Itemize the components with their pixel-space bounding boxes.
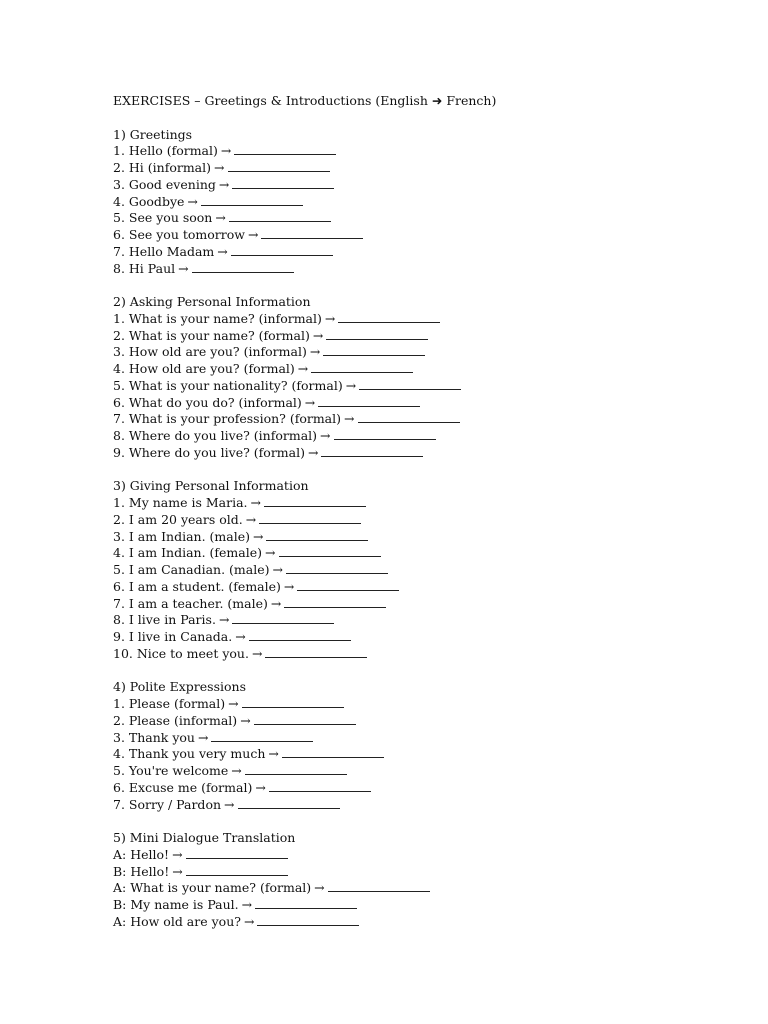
exercise-prompt: 4. Thank you very much (113, 746, 266, 762)
arrow-icon: → (228, 696, 239, 711)
exercise-prompt: B: My name is Paul. (113, 897, 239, 912)
exercise-item (113, 344, 496, 361)
exercise-sheet (113, 93, 496, 947)
exercise-item (113, 612, 496, 629)
exercise-item (113, 445, 496, 462)
section-heading: 1) Greetings (113, 126, 193, 142)
arrow-icon: → (297, 361, 309, 376)
arrow-icon: → (240, 712, 251, 728)
arrow-icon: → (178, 260, 189, 276)
arrow-icon: → (245, 511, 257, 527)
answer-blank[interactable] (229, 210, 331, 222)
exercise-prompt: 6. What do you do? (informal) (113, 394, 302, 410)
answer-blank[interactable] (234, 143, 336, 155)
arrow-icon: → (218, 612, 230, 628)
exercise-prompt: A: How old are you? (113, 913, 241, 929)
arrow-icon: → (324, 310, 336, 326)
arrow-icon: → (235, 629, 246, 644)
exercise-item (113, 864, 496, 881)
exercise-prompt: 9. I live in Canada. (113, 629, 233, 644)
arrow-icon: → (312, 327, 324, 343)
exercise-prompt: 7. Hello Madam (113, 243, 215, 259)
exercise-item (113, 160, 496, 177)
arrow-icon: → (307, 444, 319, 460)
exercise-item (113, 763, 496, 780)
exercise-item (113, 545, 496, 562)
exercise-item (113, 227, 496, 244)
answer-blank[interactable] (286, 562, 388, 574)
arrow-icon: → (197, 729, 209, 745)
answer-blank[interactable] (192, 261, 294, 273)
arrow-icon: → (320, 428, 331, 443)
arrow-icon: → (283, 578, 295, 594)
exercise-section (113, 679, 496, 813)
answer-blank[interactable] (282, 746, 384, 758)
exercise-item (113, 529, 496, 546)
exercise-section (113, 478, 496, 662)
section-heading: 4) Polite Expressions (113, 679, 246, 695)
exercise-item (113, 395, 496, 412)
answer-blank[interactable] (261, 227, 363, 239)
arrow-icon: → (252, 528, 264, 544)
arrow-icon: → (304, 394, 316, 410)
exercise-prompt: B: Hello! (113, 863, 170, 879)
arrow-icon: → (255, 779, 266, 795)
arrow-icon: → (243, 913, 255, 929)
exercise-prompt: 4. How old are you? (formal) (113, 361, 295, 376)
exercise-prompt: 1. What is your name? (informal) (113, 310, 322, 326)
arrow-icon: → (270, 595, 282, 611)
exercise-prompt: 4. I am Indian. (female) (113, 545, 263, 561)
exercise-section (113, 294, 496, 462)
answer-blank[interactable] (321, 445, 423, 457)
arrow-icon: → (172, 863, 183, 879)
answer-blank[interactable] (358, 411, 460, 423)
answer-blank[interactable] (259, 512, 361, 524)
exercise-prompt: 6. I am a student. (female) (113, 578, 281, 594)
arrow-icon: → (272, 562, 283, 577)
arrow-icon: → (215, 210, 226, 226)
exercise-prompt: 8. I live in Paris. (113, 612, 216, 628)
exercise-prompt: 7. I am a teacher. (male) (113, 595, 268, 611)
exercise-item (113, 562, 496, 579)
answer-blank[interactable] (359, 378, 461, 390)
exercise-prompt: 9. Where do you live? (formal) (113, 444, 305, 460)
exercise-item (113, 512, 496, 529)
arrow-icon: → (247, 227, 259, 242)
exercise-section (113, 830, 496, 931)
answer-blank[interactable] (201, 194, 303, 206)
answer-blank[interactable] (334, 428, 436, 440)
exercise-prompt: 1. Hello (formal) (113, 143, 218, 159)
exercise-section (113, 127, 496, 278)
answer-blank[interactable] (238, 797, 340, 809)
arrow-icon: → (265, 545, 276, 561)
exercise-item (113, 210, 496, 227)
exercise-item (113, 495, 496, 512)
exercise-prompt: 2. Hi (informal) (113, 160, 212, 175)
exercise-prompt: 1. Please (formal) (113, 696, 226, 711)
answer-blank[interactable] (323, 344, 425, 356)
arrow-icon: → (218, 176, 230, 192)
exercise-prompt: 7. What is your profession? (formal) (113, 411, 342, 427)
answer-blank[interactable] (311, 361, 413, 373)
section-heading: 5) Mini Dialogue Translation (113, 830, 296, 845)
answer-blank[interactable] (186, 864, 288, 876)
answer-blank[interactable] (249, 629, 351, 641)
arrow-icon: → (344, 411, 355, 427)
exercise-prompt: 2. What is your name? (formal) (113, 327, 310, 343)
exercise-item (113, 579, 496, 596)
exercise-item (113, 629, 496, 646)
exercise-prompt: 4. Goodbye (113, 193, 185, 209)
answer-blank[interactable] (328, 880, 430, 892)
answer-blank[interactable] (269, 780, 371, 792)
exercise-prompt: 3. How old are you? (informal) (113, 344, 307, 360)
exercise-item (113, 244, 496, 261)
arrow-icon: → (268, 746, 279, 762)
section-heading: 2) Asking Personal Information (113, 294, 311, 309)
arrow-icon: → (241, 897, 253, 912)
exercise-prompt: A: What is your name? (formal) (113, 880, 312, 896)
answer-blank[interactable] (228, 160, 330, 172)
exercise-item (113, 194, 496, 211)
answer-blank[interactable] (242, 696, 344, 708)
arrow-icon: → (251, 645, 263, 661)
arrow-icon: → (224, 796, 235, 812)
answer-blank[interactable] (245, 763, 347, 775)
answer-blank[interactable] (318, 395, 420, 407)
exercise-prompt: 2. Please (informal) (113, 712, 238, 728)
exercise-item (113, 328, 496, 345)
arrow-icon: → (345, 377, 357, 393)
exercise-prompt: 5. What is your nationality? (formal) (113, 377, 343, 393)
answer-blank[interactable] (254, 713, 356, 725)
exercise-item (113, 596, 496, 613)
answer-blank[interactable] (257, 914, 359, 926)
exercise-item (113, 143, 496, 160)
arrow-icon: → (214, 160, 225, 175)
exercise-item (113, 311, 496, 328)
exercise-prompt: 6. See you tomorrow (113, 227, 245, 242)
exercise-prompt: 2. I am 20 years old. (113, 511, 243, 527)
arrow-icon: → (250, 495, 261, 510)
sections-container (113, 127, 496, 931)
answer-blank[interactable] (297, 579, 399, 591)
exercise-item (113, 646, 496, 663)
exercise-prompt: A: Hello! (113, 846, 170, 862)
exercise-item (113, 847, 496, 864)
answer-blank[interactable] (186, 847, 288, 859)
answer-blank[interactable] (231, 244, 333, 256)
exercise-item (113, 780, 496, 797)
arrow-icon: → (187, 193, 198, 209)
arrow-icon: → (309, 344, 321, 360)
section-heading: 3) Giving Personal Information (113, 478, 309, 494)
exercise-item (113, 428, 496, 445)
exercise-prompt: 7. Sorry / Pardon (113, 796, 222, 812)
exercise-item (113, 177, 496, 194)
exercise-prompt: 5. You're welcome (113, 763, 229, 778)
exercise-item (113, 880, 496, 897)
answer-blank[interactable] (279, 545, 381, 557)
exercise-item (113, 797, 496, 814)
exercise-prompt: 10. Nice to meet you. (113, 645, 249, 661)
exercise-prompt: 3. Good evening (113, 176, 216, 192)
arrow-icon: → (217, 243, 228, 259)
exercise-item (113, 378, 496, 395)
exercise-item (113, 730, 496, 747)
arrow-icon: → (172, 846, 183, 862)
answer-blank[interactable] (232, 177, 334, 189)
exercise-item (113, 361, 496, 378)
exercise-item (113, 713, 496, 730)
exercise-item (113, 914, 496, 931)
answer-blank[interactable] (338, 311, 440, 323)
page-title: EXERCISES – Greetings & Introductions (English ➜ French) (113, 93, 497, 108)
exercise-item (113, 897, 496, 914)
exercise-prompt: 3. I am Indian. (male) (113, 528, 250, 544)
exercise-prompt: 8. Where do you live? (informal) (113, 428, 318, 443)
exercise-prompt: 5. I am Canadian. (male) (113, 562, 270, 577)
answer-blank[interactable] (284, 596, 386, 608)
answer-blank[interactable] (232, 612, 334, 624)
answer-blank[interactable] (266, 529, 368, 541)
arrow-icon: → (231, 763, 242, 778)
answer-blank[interactable] (211, 730, 313, 742)
answer-blank[interactable] (326, 328, 428, 340)
answer-blank[interactable] (264, 495, 366, 507)
exercise-prompt: 6. Excuse me (formal) (113, 779, 253, 795)
exercise-item (113, 746, 496, 763)
arrow-icon: → (220, 143, 232, 159)
exercise-prompt: 1. My name is Maria. (113, 495, 248, 510)
exercise-prompt: 5. See you soon (113, 210, 213, 226)
exercise-item (113, 261, 496, 278)
answer-blank[interactable] (255, 897, 357, 909)
exercise-prompt: 8. Hi Paul (113, 260, 176, 276)
answer-blank[interactable] (265, 646, 367, 658)
arrow-icon: → (314, 880, 325, 896)
exercise-item (113, 696, 496, 713)
exercise-item (113, 411, 496, 428)
exercise-prompt: 3. Thank you (113, 729, 195, 745)
